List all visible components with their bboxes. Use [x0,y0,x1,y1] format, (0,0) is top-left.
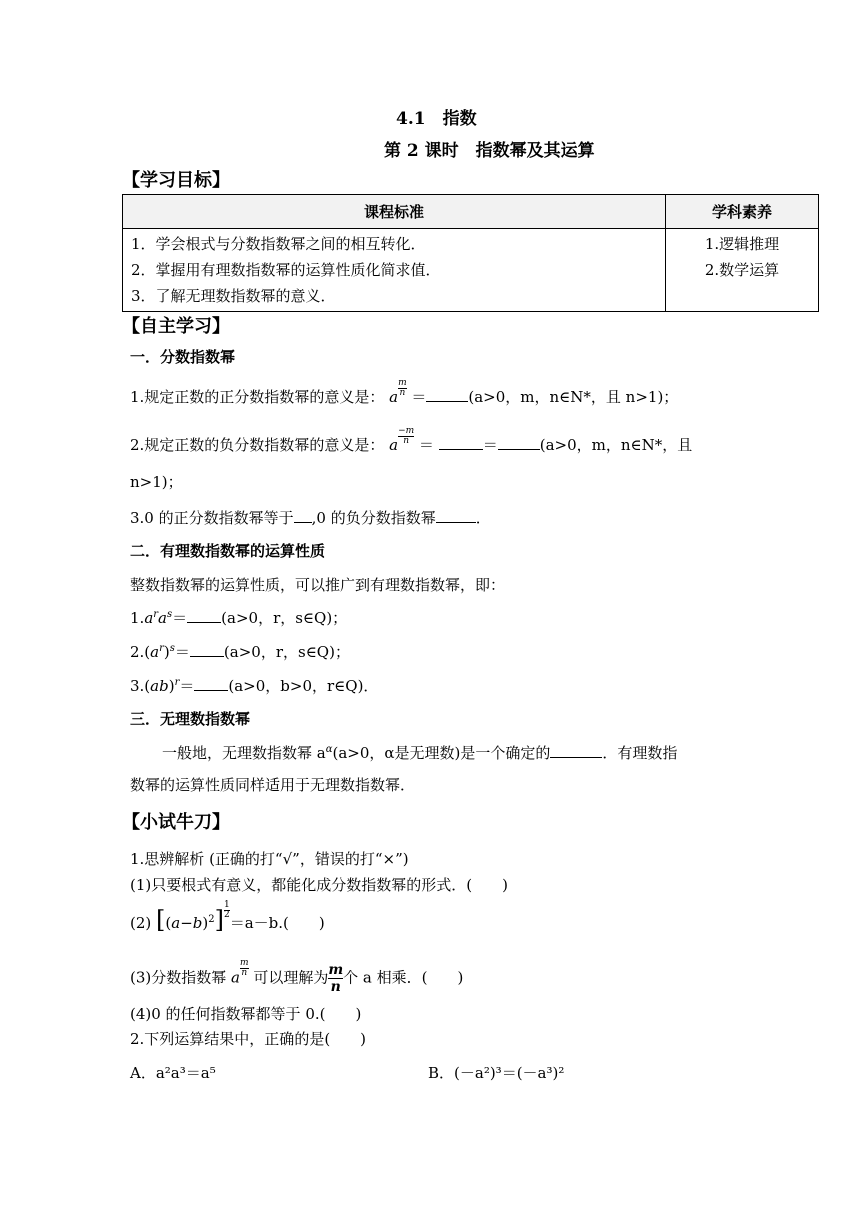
blank-answer[interactable] [436,508,476,523]
p2-2: $2.(a^r)^s= (a>0$，r，s∈Q)； [130,643,350,661]
blank-answer[interactable] [190,642,224,657]
p2-3: 3.(ab)$^r$＝ (a>0，b>0，r∈Q)． [130,677,379,695]
q1-title: 1.思辨解析 (正确的打“√”，错误的打“×”) [130,850,409,868]
p3-line1: 一般地，无理数指数幂 $a^\alpha(a>0$，α是无理数)是一个确定的 ．有理数指 [162,744,678,762]
goals-table [122,194,819,312]
p1-1: 1.规定正数的正分数指数幂的意义是： a $\frac{m}{n}$ ＝ (a>0，m，n∈N*，且 n>1)； [130,377,679,406]
section-self-study: 【自主学习】 [122,316,230,337]
p1-2-cont: n>1)； [130,473,183,491]
q1-2: (2) $[(a-b)^2]$ $\frac{1}{2}$ ＝a－b.( ) [130,899,325,934]
p2-1: $1.a^ra^s= (a>0$，r，s∈Q)； [130,609,348,627]
p1-2: 2.规定正数的负分数指数幂的意义是： a $\frac{-m}{n}$ ＝ ＝ (a>0，m，n∈N*，且 [130,425,693,454]
standard-item: 2．掌握用有理数指数幂的运算性质化简求值． [131,261,441,279]
q2-title: 2.下列运算结果中，正确的是( ) [130,1030,367,1048]
section-practice: 【小试牛刀】 [122,812,230,833]
blank-answer[interactable] [187,608,221,623]
page-subtitle: 第 2 课时 指数幂及其运算 [384,141,595,161]
table-cell-standards [123,229,666,312]
literacy-item: 1.逻辑推理 [704,235,780,253]
part3-title: 三．无理数指数幂 [130,710,251,728]
p3-line2: 数幂的运算性质同样适用于无理数指数幂． [130,776,416,794]
q2-option-b[interactable]: B．(－a²)³＝(－a³)² [428,1064,565,1082]
table-header-standard: 课程标准 [123,195,666,229]
page-title: 4.1 指数 [396,109,477,129]
blank-answer[interactable] [439,435,483,450]
blank-answer[interactable] [498,435,540,450]
p2-intro: 整数指数幂的运算性质，可以推广到有理数指数幂，即： [130,576,506,594]
part2-title: 二．有理数指数幂的运算性质 [130,542,326,560]
blank-answer[interactable] [550,743,602,758]
q1-4: (4)0 的任何指数幂都等于 0.( ) [130,1005,362,1023]
blank-answer[interactable] [194,676,228,691]
q1-1: (1)只要根式有意义，都能化成分数指数幂的形式．( ) [130,876,508,894]
standard-item: 3．了解无理数指数幂的意义． [131,287,336,305]
q2-option-a[interactable]: A．a²a³＝a⁵ [130,1064,216,1082]
standard-item: 1．学会根式与分数指数幂之间的相互转化． [131,235,426,253]
blank-answer[interactable] [294,508,312,523]
section-learning-goals: 【学习目标】 [122,170,230,191]
p1-3: 3.0 的正分数指数幂等于 ,0 的负分数指数幂 ． [130,509,491,527]
part1-title: 一．分数指数幂 [130,348,236,366]
blank-answer[interactable] [426,387,468,402]
table-header-literacy: 学科素养 [666,195,819,229]
table-cell-literacy [666,229,819,312]
q1-3: (3)分数指数幂 a $\frac{m}{n}$ 可以理解为 $\frac{m}{n}$ 个 a 相乘．( ) [130,958,464,995]
literacy-item: 2.数学运算 [704,261,780,279]
